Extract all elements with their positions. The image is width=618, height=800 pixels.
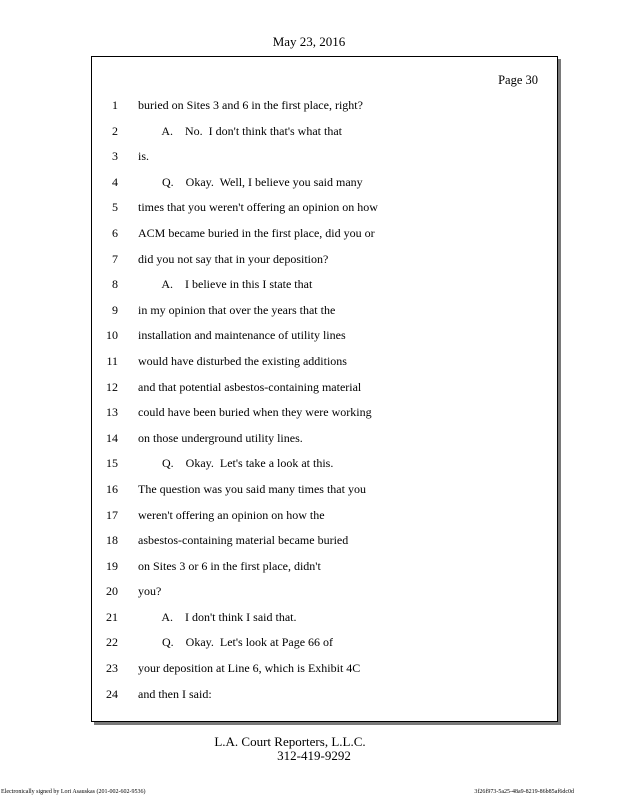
line-number: 24	[106, 686, 118, 701]
transcript-line	[92, 579, 557, 605]
line-text: could have been buried when they were working	[138, 405, 372, 420]
line-text: weren't offering an opinion on how the	[138, 507, 325, 522]
transcript-line	[92, 426, 557, 452]
line-number: 3	[112, 149, 118, 164]
transcript-line	[92, 503, 557, 529]
line-text: A. No. I don't think that's what that	[138, 123, 342, 138]
line-text: on Sites 3 or 6 in the first place, didn't	[138, 558, 321, 573]
line-text: asbestos-containing material became buried	[138, 533, 349, 548]
transcript-page	[91, 56, 558, 722]
transcript-line	[92, 93, 557, 119]
transcript-line	[92, 656, 557, 682]
line-number: 19	[106, 558, 118, 573]
transcript-line	[92, 323, 557, 349]
transcript-lines	[92, 93, 557, 707]
line-number: 9	[112, 302, 118, 317]
transcript-line	[92, 298, 557, 324]
transcript-line	[92, 119, 557, 145]
line-number: 17	[106, 507, 118, 522]
line-text: times that you weren't offering an opinion on how	[138, 200, 378, 215]
line-text: and that potential asbestos-containing material	[138, 379, 362, 394]
page-number: Page 30	[498, 73, 538, 87]
transcript-line	[92, 272, 557, 298]
line-text: and then I said:	[138, 686, 212, 701]
transcript-line	[92, 554, 557, 580]
page-date: May 23, 2016	[272, 34, 346, 49]
line-number: 5	[112, 200, 118, 215]
line-number: 7	[112, 251, 118, 266]
line-text: Q. Okay. Let's take a look at this.	[138, 456, 334, 471]
line-number: 14	[106, 430, 118, 445]
line-text: in my opinion that over the years that the	[138, 302, 336, 317]
line-text: ACM became buried in the first place, did you or	[138, 225, 375, 240]
line-number: 2	[112, 123, 118, 138]
line-number: 18	[106, 533, 118, 548]
transcript-line	[92, 630, 557, 656]
document-id: 3f26f973-5a25-48a9-8219-86b85af6dc0d	[474, 789, 574, 795]
line-text: A. I don't think I said that.	[138, 609, 297, 624]
line-text: did you not say that in your deposition?	[138, 251, 329, 266]
line-number: 4	[112, 174, 118, 189]
line-text: Q. Okay. Let's look at Page 66 of	[138, 635, 334, 650]
line-text: on those underground utility lines.	[138, 430, 303, 445]
line-number: 16	[106, 481, 118, 496]
court-reporter-company: L.A. Court Reporters, L.L.C.	[214, 734, 366, 749]
transcript-line	[92, 375, 557, 401]
line-text: Q. Okay. Well, I believe you said many	[138, 174, 363, 189]
transcript-line	[92, 247, 557, 273]
transcript-line	[92, 349, 557, 375]
transcript-line	[92, 195, 557, 221]
transcript-line	[92, 451, 557, 477]
line-number: 21	[106, 609, 118, 624]
transcript-line	[92, 477, 557, 503]
line-text: buried on Sites 3 and 6 in the first place, right?	[138, 98, 363, 112]
transcript-line	[92, 400, 557, 426]
transcript-line	[92, 682, 557, 708]
line-text: you?	[138, 584, 162, 599]
line-number: 11	[106, 353, 118, 368]
line-number: 15	[106, 456, 118, 471]
line-number: 8	[112, 277, 118, 292]
line-number: 1	[112, 98, 118, 112]
line-number: 20	[106, 584, 118, 599]
line-text: is.	[138, 149, 150, 164]
line-number: 13	[106, 405, 118, 420]
transcript-line	[92, 170, 557, 196]
transcript-line	[92, 528, 557, 554]
transcript-line	[92, 605, 557, 631]
line-text: The question was you said many times that you	[138, 481, 366, 496]
electronic-signature: Electronically signed by Lori Asauskas (201-002-602-9536)	[1, 789, 146, 795]
line-text: your deposition at Line 6, which is Exhibit 4C	[138, 661, 361, 676]
line-text: A. I believe in this I state that	[138, 277, 313, 292]
line-number: 22	[106, 635, 118, 650]
transcript-line	[92, 144, 557, 170]
line-number: 6	[112, 225, 118, 240]
line-text: installation and maintenance of utility lines	[138, 328, 346, 343]
line-number: 12	[106, 379, 118, 394]
court-reporter-phone: 312-419-9292	[277, 748, 351, 763]
transcript-line	[92, 221, 557, 247]
line-text: would have disturbed the existing additions	[138, 353, 347, 368]
line-number: 10	[106, 328, 118, 343]
line-number: 23	[106, 661, 118, 676]
